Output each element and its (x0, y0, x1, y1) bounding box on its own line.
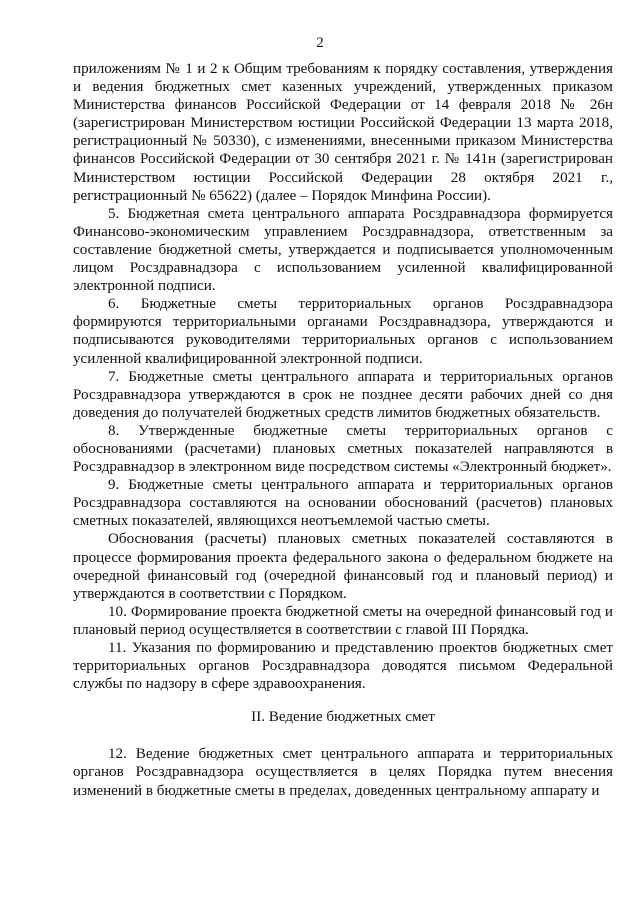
paragraph-9-justifications: Обоснования (расчеты) плановых сметных показателей составляются в процессе формирования проекта федерального закона о федеральном бюджете на очередной финансовый год (очередной финансовый год и плановый период) и утверждаются в соответствии с Порядком. (73, 531, 613, 602)
paragraph-12: 12. Ведение бюджетных смет центрального аппарата и территориальных органов Росздравнадзора осуществляется в целях Порядка путем внесения изменений в бюджетные сметы в пределах, доведенных центральному аппарату и (73, 746, 613, 799)
paragraph-5: 5. Бюджетная смета центрального аппарата Росздравнадзора формируется Финансово-экономическим управлением Росздравнадзора, ответственным за составление бюджетной сметы, утверждается и подписывается уполномоченным лицом Росздравнадзора с использованием усиленной квалифицированной электронной подписи. (73, 205, 613, 295)
page-number: 2 (316, 35, 324, 51)
paragraph-11: 11. Указания по формированию и представлению проектов бюджетных смет территориальных органов Росздравнадзора доводятся письмом Федеральной службы по надзору в сфере здравоохранения. (73, 640, 613, 693)
paragraph-7: 7. Бюджетные сметы центрального аппарата и территориальных органов Росздравнадзора утверждаются в срок не позднее десяти рабочих дней со дня доведения до получателей бюджетных средств лимитов бюджетных обязательств. (73, 368, 613, 421)
section-heading: II. Ведение бюджетных смет (251, 709, 435, 726)
paragraph-6: 6. Бюджетные сметы территориальных органов Росздравнадзора формируются территориальными органами Росздравнадзора, утверждаются и подписываются руководителями территориальных органов с использованием усиленной квалифицированной электронной подписи. (73, 296, 613, 367)
document-body (73, 60, 613, 800)
paragraph-continuation: приложениям № 1 и 2 к Общим требованиям к порядку составления, утверждения и ведения бюджетных смет казенных учреждений, утвержденных приказом Министерства финансов Российской Федерации от 14 февраля 2018 № 26н (зарегистрирован Министерством юстиции Российской Федерации 13 марта 2018, регистрационный № 50330), с изменениями, внесенными приказом Министерства финансов Российской Федерации от 30 сентября 2021 г. № 141н (зарегистрирован Министерством юстиции Российской Федерации 28 октября 2021 г., регистрационный № 65622) (далее – Порядок Минфина России). (73, 61, 613, 204)
paragraph-9: 9. Бюджетные сметы центрального аппарата и территориальных органов Росздравнадзора составляются на основании обоснований (расчетов) плановых сметных показателей, являющихся неотъемлемой частью сметы. (73, 477, 613, 530)
paragraph-8: 8. Утвержденные бюджетные сметы территориальных органов с обоснованиями (расчетами) плановых сметных показателей направляются в Росздравнадзор в электронном виде посредством системы «Электронный бюджет». (73, 422, 613, 476)
paragraph-10: 10. Формирование проекта бюджетной сметы на очередной финансовый год и плановый период осуществляется в соответствии с главой III Порядка. (73, 603, 613, 638)
